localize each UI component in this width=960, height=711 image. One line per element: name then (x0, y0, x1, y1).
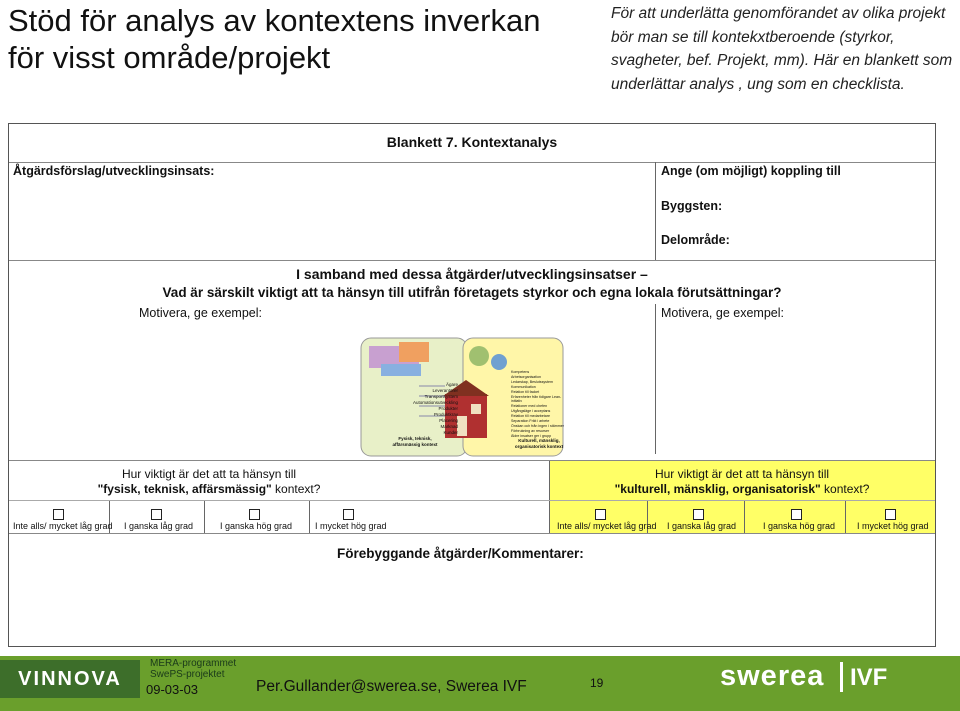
action-label: Åtgärdsförslag/utvecklingsinsats: (13, 164, 215, 178)
scale-label: I mycket hög grad (315, 521, 387, 531)
diagram-item: Erfarenheter från tidigare Lean-initiativ (511, 394, 562, 404)
scale-label: I ganska låg grad (124, 521, 194, 531)
diagram-caption-line: affärsmässig kontext (392, 442, 438, 447)
motivate-left-label: Motivera, ge exempel: (139, 306, 262, 320)
subarea-label: Delområde: (661, 233, 730, 247)
diagram-item: Produkter (438, 406, 458, 411)
motivate-right-label: Motivera, ge exempel: (661, 306, 784, 320)
scale-label: I ganska låg grad (667, 521, 737, 531)
right-question-line-2 (549, 482, 935, 496)
left-question-line-1: Hur viktigt är det att ta hänsyn till (121, 467, 297, 481)
diagram-item: Relation till medarbetare (511, 414, 550, 419)
program-line-1: MERA-programmet (150, 658, 237, 669)
right-context-name: "kulturell, mänsklig, organisatorisk" (614, 482, 821, 496)
left-scale-row (9, 500, 549, 534)
scale-checkbox[interactable] (343, 509, 354, 520)
scale-checkbox[interactable] (53, 509, 64, 520)
left-context-suffix: kontext? (271, 482, 321, 496)
preventive-label: Förebyggande åtgärder/Kommentarer: (337, 546, 584, 561)
left-context-name: "fysisk, teknisk, affärsmässig" (97, 482, 272, 496)
diagram-item: Separation Frikt i arbete (511, 419, 550, 424)
diagram-item: Transportsystem (424, 394, 458, 399)
diagram-left-items (402, 382, 458, 436)
diagram-item: Leverantörer (432, 388, 458, 393)
question-line-1: I samband med dessa åtgärder/utvecklingsinsatser – (296, 266, 648, 282)
diagram-item: Automationsutveckling (412, 400, 458, 405)
diagram-item: Ägare (445, 382, 458, 387)
scale-label: Inte alls/ mycket låg grad (557, 521, 657, 531)
scale-label: I ganska hög grad (763, 521, 836, 531)
form-header-row (9, 124, 935, 163)
divider (655, 162, 656, 260)
diagram-item: Kompetens (511, 370, 530, 374)
diagram-right-items (511, 370, 567, 439)
diagram-item: Marknad (440, 424, 458, 429)
scale-checkbox[interactable] (595, 509, 606, 520)
context-analysis-form (8, 123, 936, 647)
scale-checkbox[interactable] (249, 509, 260, 520)
divider (204, 501, 205, 534)
diagram-item: Relationer med chefen (511, 404, 548, 409)
form-title: Blankett 7. Kontextanalys (386, 134, 558, 150)
footer-author: Per.Gullander@swerea.se, Swerea IVF (256, 678, 527, 695)
right-context-suffix: kontext? (820, 482, 870, 496)
diagram-item: Relation till facket (511, 389, 540, 394)
diagram-item: Kommunikation (511, 384, 536, 389)
right-question-line-1: Hur viktigt är det att ta hänsyn till (654, 467, 830, 481)
scale-checkbox[interactable] (151, 509, 162, 520)
diagram-item: Förbrukning av resurser (511, 428, 550, 433)
right-scale-row (549, 500, 935, 534)
scale-checkbox[interactable] (791, 509, 802, 520)
link-label: Ange (om möjligt) koppling till (661, 164, 841, 178)
diagram-right-caption (505, 438, 573, 450)
divider (744, 501, 745, 534)
diagram-item: Arbetsorganisation (511, 374, 541, 379)
diagram-caption-line: Kulturell, mänsklig, (518, 438, 560, 443)
diagram-caption-line: Fysisk, teknisk, (398, 436, 432, 441)
divider (845, 501, 846, 534)
slide-title: Stöd för analys av kontextens inverkan för visst område/projekt (8, 3, 541, 75)
logo-divider (840, 662, 843, 692)
scale-checkbox[interactable] (885, 509, 896, 520)
question-line-2: Vad är särskilt viktigt att ta hänsyn till utifrån företagets styrkor och egna lokala förutsättningar? (162, 285, 782, 300)
diagram-left-caption (379, 436, 451, 448)
scale-checkbox[interactable] (693, 509, 704, 520)
divider (9, 260, 935, 261)
diagram-caption-line: organisatorisk kontext (514, 444, 564, 449)
ivf-logo: IVF (850, 664, 888, 691)
divider (309, 501, 310, 534)
diagram-item: Äldre insatser ger i grupp (511, 433, 552, 438)
diagram-item: Utgångsläge i acceptans (511, 409, 551, 414)
diagram-item: Ledarskap, Beslutssystem (511, 379, 553, 384)
page-number: 19 (590, 676, 604, 690)
slide-intro-text: För att underlätta genomförandet av olika projekt bör man se till kontekxtberoende (styrkor, svagheter, bef. Projekt, mm). Här en blankett som underlättar analys , ung som en checklista. (611, 5, 953, 93)
scale-label: I ganska hög grad (220, 521, 293, 531)
divider (9, 533, 935, 534)
swerea-logo: swerea (720, 660, 825, 692)
footer-date: 09-03-03 (146, 682, 199, 697)
divider (655, 304, 656, 454)
diagram-item: Önskan och från ingen i stämmer (511, 423, 564, 428)
scale-label: Inte alls/ mycket låg grad (13, 521, 113, 531)
diagram-item: Kunder (443, 430, 458, 435)
diagram-item: Placering (439, 418, 458, 423)
program-line-2: SwePS-projektet (150, 669, 225, 680)
building-label: Byggsten: (661, 199, 723, 213)
scale-label: I mycket hög grad (857, 521, 929, 531)
vinnova-logo: VINNOVA (0, 660, 140, 698)
diagram-item: Produktkrav (433, 412, 458, 417)
left-question-line-2 (9, 482, 409, 496)
